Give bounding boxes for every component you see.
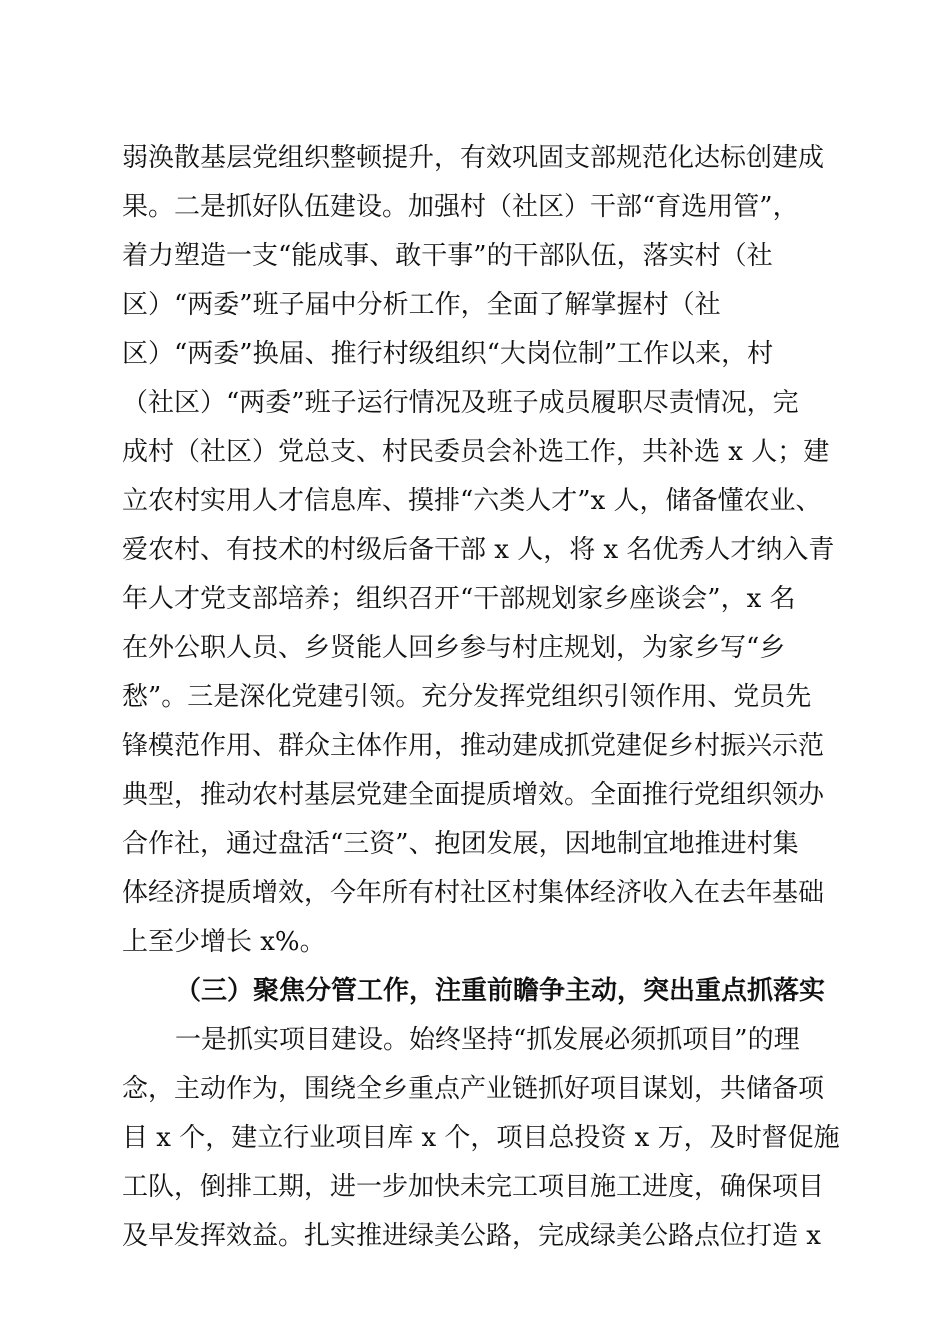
body-line: 锋模范作用、群众主体作用，推动建成抓党建促乡村振兴示范 (122, 731, 825, 761)
body-line: 念，主动作为，围绕全乡重点产业链抓好项目谋划，共储备项 (122, 1074, 825, 1104)
body-line: （社区）“两委”班子运行情况及班子成员履职尽责情况，完 (122, 388, 799, 418)
body-line: 爱农村、有技术的村级后备干部 x 人，将 x 名优秀人才纳入青 (122, 535, 835, 565)
body-line: 工队，倒排工期，进一步加快未完工项目施工进度，确保项目 (122, 1172, 825, 1202)
body-line: 立农村实用人才信息库、摸排“六类人才”x 人，储备懂农业、 (122, 486, 822, 516)
body-line: 合作社，通过盘活“三资”、抱团发展，因地制宜地推进村集 (122, 829, 799, 859)
section-heading: （三）聚焦分管工作，注重前瞻争主动，突出重点抓落实 (175, 976, 826, 1006)
body-line: 一是抓实项目建设。始终坚持“抓发展必须抓项目”的理 (175, 1025, 800, 1055)
body-line: 区）“两委”换届、推行村级组织“大岗位制”工作以来，村 (122, 339, 774, 369)
body-line: 目 x 个，建立行业项目库 x 个，项目总投资 x 万，及时督促施 (122, 1123, 840, 1153)
body-line: 愁”。三是深化党建引领。充分发挥党组织引领作用、党员先 (122, 682, 812, 712)
body-line: 成村（社区）党总支、村民委员会补选工作，共补选 x 人；建 (122, 437, 830, 467)
body-line: 典型，推动农村基层党建全面提质增效。全面推行党组织领办 (122, 780, 825, 810)
body-line: 果。二是抓好队伍建设。加强村（社区）干部“育选用管”， (122, 192, 799, 222)
body-line: 在外公职人员、乡贤能人回乡参与村庄规划，为家乡写“乡 (122, 633, 786, 663)
body-line: 体经济提质增效，今年所有村社区村集体经济收入在去年基础 (122, 878, 825, 908)
body-line: 年人才党支部培养；组织召开“干部规划家乡座谈会”，x 名 (122, 584, 796, 614)
body-line: 上至少增长 x%。 (122, 927, 326, 957)
body-line: 着力塑造一支“能成事、敢干事”的干部队伍，落实村（社 (122, 241, 773, 271)
body-line: 区）“两委”班子届中分析工作，全面了解掌握村（社 (122, 290, 721, 320)
body-line: 弱涣散基层党组织整顿提升，有效巩固支部规范化达标创建成 (122, 143, 825, 173)
body-line: 及早发挥效益。扎实推进绿美公路，完成绿美公路点位打造 x (122, 1221, 821, 1251)
